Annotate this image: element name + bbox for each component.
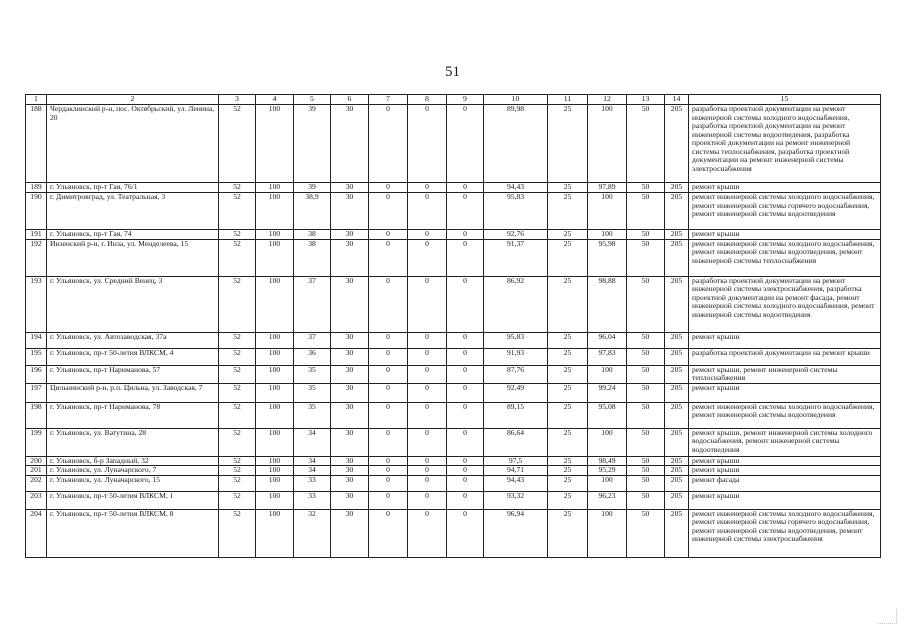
value-cell: 50	[627, 428, 665, 456]
repair-program-table	[25, 94, 881, 558]
value-cell: 0	[408, 193, 447, 230]
column-header-2: 2	[47, 95, 219, 105]
page-number: 51	[445, 64, 460, 80]
value-cell: 205	[665, 456, 689, 466]
value-cell: 0	[447, 105, 484, 183]
value-cell: 30	[331, 230, 369, 240]
table-row	[26, 456, 881, 466]
value-cell: 25	[548, 475, 588, 491]
table-row	[26, 348, 881, 365]
table-body	[26, 105, 881, 558]
value-cell: 52	[219, 365, 256, 383]
row-number-cell: 194	[26, 332, 47, 348]
value-cell: 95,98	[588, 239, 627, 276]
row-number-cell: 204	[26, 509, 47, 557]
value-cell: 205	[665, 509, 689, 557]
value-cell: 205	[665, 183, 689, 193]
work-type-cell: разработка проектной документации на ремонт инженерной системы электроснабжения, разработка проектной документации на ремонт фасада, ремонт инженерной системы холодного водоснабжения, ремонт инженерной системы водоотведения	[689, 276, 881, 332]
row-number-cell: 193	[26, 276, 47, 332]
address-cell: г. Димитровград, ул. Театральная, 3	[47, 193, 219, 230]
table-row	[26, 193, 881, 230]
value-cell: 100	[256, 365, 294, 383]
value-cell: 52	[219, 466, 256, 476]
value-cell: 91,93	[484, 348, 548, 365]
value-cell: 34	[294, 456, 331, 466]
value-cell: 30	[331, 509, 369, 557]
value-cell: 100	[256, 276, 294, 332]
value-cell: 52	[219, 491, 256, 509]
value-cell: 25	[548, 276, 588, 332]
work-type-cell: ремонт инженерной системы холодного водоснабжения, ремонт инженерной системы водоотведения	[689, 402, 881, 428]
value-cell: 100	[588, 230, 627, 240]
value-cell: 0	[369, 491, 408, 509]
value-cell: 50	[627, 348, 665, 365]
row-number-cell: 203	[26, 491, 47, 509]
value-cell: 35	[294, 365, 331, 383]
value-cell: 0	[369, 276, 408, 332]
value-cell: 94,43	[484, 475, 548, 491]
value-cell: 100	[256, 105, 294, 183]
value-cell: 205	[665, 466, 689, 476]
address-cell: г. Ульяновск, пр-т Нариманова, 78	[47, 402, 219, 428]
table-row	[26, 183, 881, 193]
value-cell: 30	[331, 105, 369, 183]
value-cell: 0	[369, 365, 408, 383]
value-cell: 39	[294, 183, 331, 193]
value-cell: 0	[408, 276, 447, 332]
value-cell: 32	[294, 509, 331, 557]
value-cell: 86,64	[484, 428, 548, 456]
table-row	[26, 509, 881, 557]
value-cell: 205	[665, 193, 689, 230]
value-cell: 25	[548, 193, 588, 230]
value-cell: 0	[369, 348, 408, 365]
column-header-1: 1	[26, 95, 47, 105]
value-cell: 35	[294, 383, 331, 402]
value-cell: 99,24	[588, 383, 627, 402]
address-cell: г. Ульяновск, пр-т Гая, 76/1	[47, 183, 219, 193]
work-type-cell: ремонт крыши, ремонт инженерной системы теплоснабжения	[689, 365, 881, 383]
value-cell: 205	[665, 365, 689, 383]
column-header-4: 4	[256, 95, 294, 105]
work-type-cell: ремонт инженерной системы холодного водоснабжения, ремонт инженерной системы водоотведения, ремонт инженерной системы теплоснабжения	[689, 239, 881, 276]
value-cell: 34	[294, 428, 331, 456]
value-cell: 25	[548, 365, 588, 383]
row-number-cell: 201	[26, 466, 47, 476]
value-cell: 0	[447, 365, 484, 383]
value-cell: 205	[665, 383, 689, 402]
table-row	[26, 365, 881, 383]
value-cell: 25	[548, 428, 588, 456]
value-cell: 0	[369, 509, 408, 557]
value-cell: 100	[256, 491, 294, 509]
value-cell: 0	[447, 402, 484, 428]
column-header-12: 12	[588, 95, 627, 105]
value-cell: 0	[447, 383, 484, 402]
value-cell: 50	[627, 466, 665, 476]
value-cell: 52	[219, 428, 256, 456]
value-cell: 50	[627, 456, 665, 466]
work-type-cell: разработка проектной документации на ремонт крыши	[689, 348, 881, 365]
address-cell: г. Ульяновск, ул. Ватутина, 28	[47, 428, 219, 456]
work-type-cell: ремонт крыши, ремонт инженерной системы холодного водоснабжения, ремонт инженерной системы водоотведения	[689, 428, 881, 456]
address-cell: г. Ульяновск, пр-т 50-летия ВЛКСМ, 4	[47, 348, 219, 365]
value-cell: 205	[665, 475, 689, 491]
value-cell: 25	[548, 332, 588, 348]
table-row	[26, 491, 881, 509]
value-cell: 0	[447, 193, 484, 230]
column-header-11: 11	[548, 95, 588, 105]
table-row	[26, 276, 881, 332]
value-cell: 96,94	[484, 509, 548, 557]
value-cell: 100	[256, 475, 294, 491]
value-cell: 52	[219, 105, 256, 183]
value-cell: 0	[447, 509, 484, 557]
value-cell: 100	[256, 348, 294, 365]
value-cell: 52	[219, 332, 256, 348]
work-type-cell: ремонт крыши	[689, 383, 881, 402]
work-type-cell: ремонт инженерной системы холодного водоснабжения, ремонт инженерной системы горячего водоснабжения, ремонт инженерной системы водоотведения	[689, 193, 881, 230]
value-cell: 0	[447, 466, 484, 476]
column-header-10: 10	[484, 95, 548, 105]
value-cell: 34	[294, 466, 331, 476]
value-cell: 30	[331, 348, 369, 365]
value-cell: 0	[447, 475, 484, 491]
address-cell: Чердаклинский р-н, пос. Октябрьский, ул. Ленина, 20	[47, 105, 219, 183]
table-header-row	[26, 95, 881, 105]
value-cell: 95,29	[588, 466, 627, 476]
row-number-cell: 198	[26, 402, 47, 428]
table-row	[26, 239, 881, 276]
value-cell: 25	[548, 466, 588, 476]
value-cell: 33	[294, 475, 331, 491]
value-cell: 0	[447, 276, 484, 332]
value-cell: 25	[548, 509, 588, 557]
value-cell: 0	[408, 402, 447, 428]
row-number-cell: 199	[26, 428, 47, 456]
value-cell: 0	[447, 230, 484, 240]
value-cell: 100	[588, 193, 627, 230]
address-cell: Цильнинский р-н, р.п. Цильна, ул. Заводская, 7	[47, 383, 219, 402]
value-cell: 0	[369, 193, 408, 230]
value-cell: 100	[256, 193, 294, 230]
work-type-cell: ремонт крыши	[689, 466, 881, 476]
value-cell: 95,08	[588, 402, 627, 428]
value-cell: 25	[548, 402, 588, 428]
row-number-cell: 190	[26, 193, 47, 230]
value-cell: 0	[408, 428, 447, 456]
value-cell: 87,76	[484, 365, 548, 383]
value-cell: 0	[408, 466, 447, 476]
value-cell: 94,71	[484, 466, 548, 476]
value-cell: 25	[548, 183, 588, 193]
value-cell: 98,88	[588, 276, 627, 332]
table-row	[26, 428, 881, 456]
value-cell: 0	[447, 428, 484, 456]
value-cell: 96,04	[588, 332, 627, 348]
column-header-9: 9	[447, 95, 484, 105]
value-cell: 30	[331, 365, 369, 383]
column-header-5: 5	[294, 95, 331, 105]
value-cell: 100	[256, 383, 294, 402]
value-cell: 52	[219, 475, 256, 491]
table-row	[26, 402, 881, 428]
value-cell: 94,43	[484, 183, 548, 193]
address-cell: г. Ульяновск, пр-т Нариманова, 57	[47, 365, 219, 383]
value-cell: 86,92	[484, 276, 548, 332]
value-cell: 205	[665, 239, 689, 276]
value-cell: 30	[331, 402, 369, 428]
value-cell: 0	[369, 466, 408, 476]
table-row	[26, 332, 881, 348]
value-cell: 30	[331, 239, 369, 276]
value-cell: 205	[665, 428, 689, 456]
column-header-6: 6	[331, 95, 369, 105]
value-cell: 25	[548, 105, 588, 183]
address-cell: г. Ульяновск, пр-т 50-летия ВЛКСМ, 1	[47, 491, 219, 509]
work-type-cell: ремонт инженерной системы холодного водоснабжения, ремонт инженерной системы горячего водоснабжения, ремонт инженерной системы водоотведения, ремонт инженерной системы электроснабжения	[689, 509, 881, 557]
value-cell: 205	[665, 348, 689, 365]
value-cell: 35	[294, 402, 331, 428]
value-cell: 0	[369, 456, 408, 466]
value-cell: 50	[627, 509, 665, 557]
value-cell: 52	[219, 193, 256, 230]
value-cell: 205	[665, 402, 689, 428]
table-row	[26, 475, 881, 491]
row-number-cell: 197	[26, 383, 47, 402]
value-cell: 0	[369, 239, 408, 276]
value-cell: 100	[256, 466, 294, 476]
row-number-cell: 200	[26, 456, 47, 466]
value-cell: 52	[219, 183, 256, 193]
address-cell: г. Ульяновск, пр-т 50-летия ВЛКСМ, 8	[47, 509, 219, 557]
value-cell: 50	[627, 230, 665, 240]
value-cell: 89,98	[484, 105, 548, 183]
value-cell: 38	[294, 230, 331, 240]
address-cell: г. Ульяновск, ул. Луначарского, 7	[47, 466, 219, 476]
value-cell: 100	[588, 428, 627, 456]
value-cell: 0	[408, 105, 447, 183]
row-number-cell: 189	[26, 183, 47, 193]
value-cell: 100	[256, 239, 294, 276]
work-type-cell: разработка проектной документации на ремонт инженерной системы холодного водоснабжения, разработка проектной документации на ремонт инженерной системы водоотведения, разработка проектной документации на ремонт инженерной системы теплоснабжения, разработка проектной документации на ремонт инженерной системы электроснабжения	[689, 105, 881, 183]
value-cell: 0	[408, 509, 447, 557]
value-cell: 100	[256, 332, 294, 348]
address-cell: г. Ульяновск, ул. Средний Венец, 3	[47, 276, 219, 332]
table-row	[26, 105, 881, 183]
value-cell: 100	[256, 230, 294, 240]
value-cell: 91,37	[484, 239, 548, 276]
column-header-8: 8	[408, 95, 447, 105]
value-cell: 38,9	[294, 193, 331, 230]
value-cell: 205	[665, 230, 689, 240]
column-header-13: 13	[627, 95, 665, 105]
value-cell: 205	[665, 276, 689, 332]
value-cell: 100	[256, 428, 294, 456]
value-cell: 30	[331, 466, 369, 476]
value-cell: 36	[294, 348, 331, 365]
value-cell: 50	[627, 332, 665, 348]
row-number-cell: 192	[26, 239, 47, 276]
value-cell: 0	[408, 491, 447, 509]
row-number-cell: 188	[26, 105, 47, 183]
value-cell: 89,15	[484, 402, 548, 428]
value-cell: 30	[331, 456, 369, 466]
value-cell: 0	[369, 105, 408, 183]
value-cell: 30	[331, 383, 369, 402]
value-cell: 50	[627, 239, 665, 276]
scan-corner-mark	[878, 609, 897, 624]
address-cell: г. Ульяновск, пр-т Гая, 74	[47, 230, 219, 240]
column-header-15: 15	[689, 95, 881, 105]
value-cell: 30	[331, 332, 369, 348]
value-cell: 0	[447, 332, 484, 348]
value-cell: 52	[219, 383, 256, 402]
value-cell: 0	[408, 230, 447, 240]
value-cell: 52	[219, 230, 256, 240]
value-cell: 0	[447, 491, 484, 509]
value-cell: 25	[548, 239, 588, 276]
value-cell: 0	[408, 183, 447, 193]
value-cell: 92,49	[484, 383, 548, 402]
value-cell: 0	[447, 239, 484, 276]
value-cell: 0	[408, 383, 447, 402]
value-cell: 0	[447, 456, 484, 466]
value-cell: 0	[408, 348, 447, 365]
work-type-cell: ремонт крыши	[689, 183, 881, 193]
value-cell: 100	[588, 365, 627, 383]
address-cell: г. Ульяновск, б-р Западный, 32	[47, 456, 219, 466]
value-cell: 52	[219, 276, 256, 332]
value-cell: 52	[219, 402, 256, 428]
value-cell: 0	[408, 365, 447, 383]
address-cell: Инзенский р-н, г. Инза, ул. Менделеева, 15	[47, 239, 219, 276]
row-number-cell: 191	[26, 230, 47, 240]
value-cell: 0	[408, 332, 447, 348]
value-cell: 97,83	[588, 348, 627, 365]
work-type-cell: ремонт фасада	[689, 475, 881, 491]
value-cell: 96,23	[588, 491, 627, 509]
value-cell: 93,32	[484, 491, 548, 509]
value-cell: 50	[627, 402, 665, 428]
column-header-14: 14	[665, 95, 689, 105]
value-cell: 25	[548, 383, 588, 402]
value-cell: 205	[665, 105, 689, 183]
column-header-7: 7	[369, 95, 408, 105]
value-cell: 100	[256, 509, 294, 557]
value-cell: 100	[256, 183, 294, 193]
value-cell: 25	[548, 456, 588, 466]
address-cell: г. Ульяновск, ул. Автозаводская, 37а	[47, 332, 219, 348]
value-cell: 50	[627, 276, 665, 332]
value-cell: 25	[548, 230, 588, 240]
value-cell: 25	[548, 491, 588, 509]
value-cell: 50	[627, 383, 665, 402]
value-cell: 100	[588, 105, 627, 183]
value-cell: 30	[331, 491, 369, 509]
value-cell: 0	[408, 239, 447, 276]
work-type-cell: ремонт крыши	[689, 491, 881, 509]
value-cell: 30	[331, 475, 369, 491]
value-cell: 0	[408, 475, 447, 491]
value-cell: 52	[219, 509, 256, 557]
value-cell: 50	[627, 475, 665, 491]
value-cell: 97,5	[484, 456, 548, 466]
value-cell: 52	[219, 239, 256, 276]
value-cell: 38	[294, 239, 331, 276]
value-cell: 25	[548, 348, 588, 365]
value-cell: 0	[408, 456, 447, 466]
value-cell: 92,76	[484, 230, 548, 240]
value-cell: 0	[369, 332, 408, 348]
value-cell: 97,89	[588, 183, 627, 193]
value-cell: 0	[369, 402, 408, 428]
value-cell: 0	[369, 475, 408, 491]
value-cell: 50	[627, 491, 665, 509]
work-type-cell: ремонт крыши	[689, 332, 881, 348]
value-cell: 39	[294, 105, 331, 183]
table-row	[26, 466, 881, 476]
value-cell: 0	[369, 230, 408, 240]
value-cell: 95,83	[484, 332, 548, 348]
value-cell: 100	[588, 475, 627, 491]
table-row	[26, 230, 881, 240]
value-cell: 52	[219, 456, 256, 466]
address-cell: г. Ульяновск, ул. Луначарского, 15	[47, 475, 219, 491]
value-cell: 37	[294, 332, 331, 348]
value-cell: 30	[331, 276, 369, 332]
value-cell: 0	[447, 183, 484, 193]
work-type-cell: ремонт крыши	[689, 230, 881, 240]
value-cell: 0	[369, 383, 408, 402]
work-type-cell: ремонт крыши	[689, 456, 881, 466]
value-cell: 100	[256, 402, 294, 428]
column-header-3: 3	[219, 95, 256, 105]
value-cell: 205	[665, 491, 689, 509]
value-cell: 30	[331, 193, 369, 230]
value-cell: 37	[294, 276, 331, 332]
value-cell: 30	[331, 183, 369, 193]
row-number-cell: 196	[26, 365, 47, 383]
value-cell: 52	[219, 348, 256, 365]
value-cell: 0	[369, 183, 408, 193]
value-cell: 205	[665, 332, 689, 348]
value-cell: 98,49	[588, 456, 627, 466]
row-number-cell: 202	[26, 475, 47, 491]
value-cell: 100	[588, 509, 627, 557]
value-cell: 100	[256, 456, 294, 466]
value-cell: 30	[331, 428, 369, 456]
row-number-cell: 195	[26, 348, 47, 365]
value-cell: 50	[627, 105, 665, 183]
value-cell: 0	[369, 428, 408, 456]
value-cell: 33	[294, 491, 331, 509]
value-cell: 50	[627, 183, 665, 193]
value-cell: 0	[447, 348, 484, 365]
value-cell: 50	[627, 365, 665, 383]
value-cell: 50	[627, 193, 665, 230]
value-cell: 95,83	[484, 193, 548, 230]
table-row	[26, 383, 881, 402]
